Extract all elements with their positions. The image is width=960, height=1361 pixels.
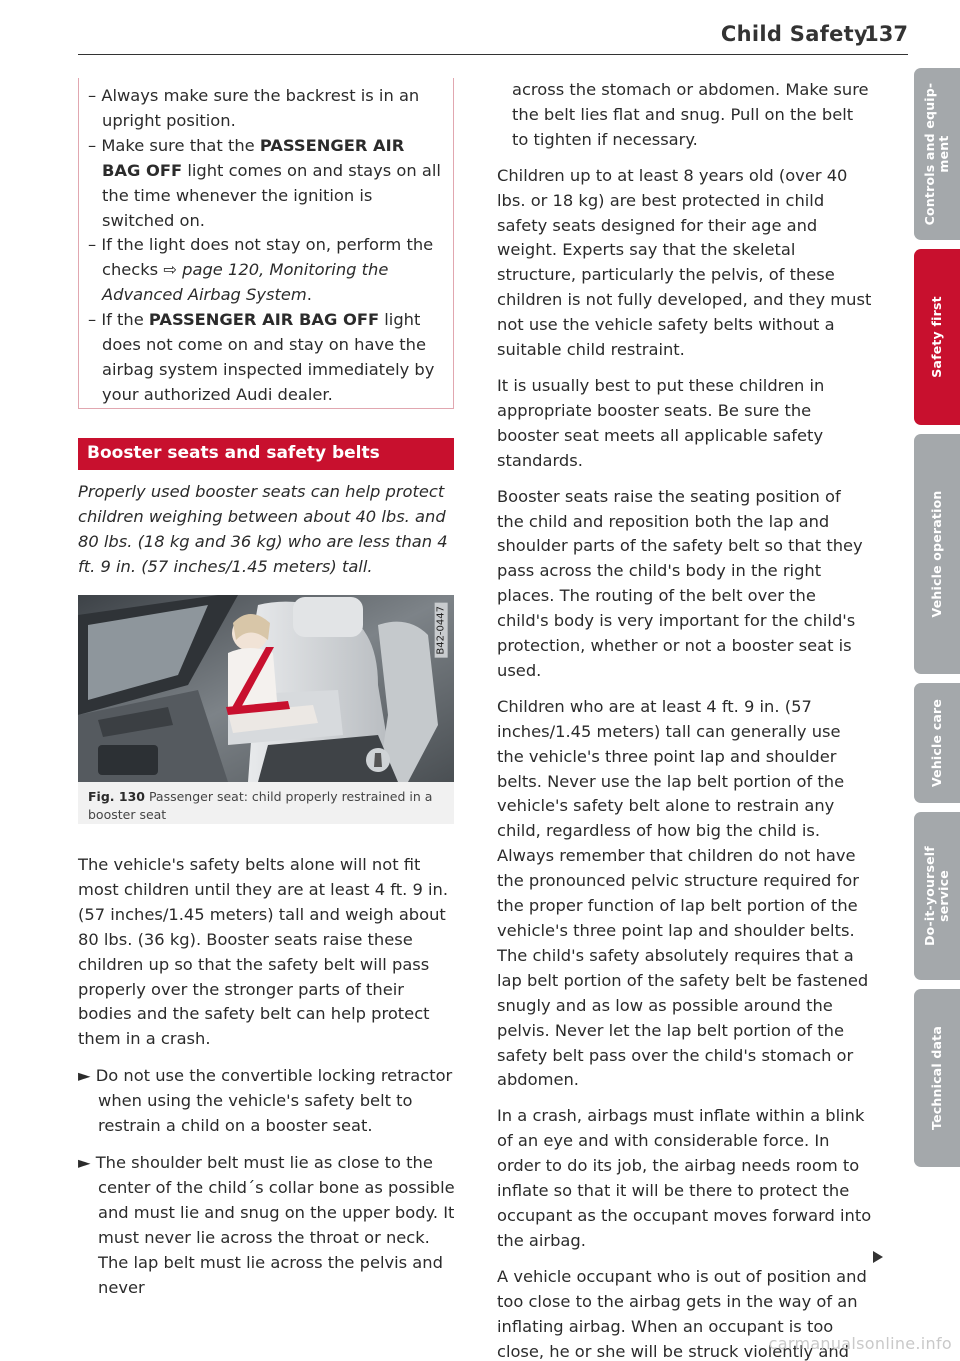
tab-vehicle-care[interactable] xyxy=(914,683,960,803)
watermark: carmanualsonline.info xyxy=(768,1334,952,1353)
notice-bullets xyxy=(88,84,448,408)
page-header-title: Child Safety xyxy=(720,22,868,46)
paragraph: In a crash, airbags must inflate within a blink of an eye and with considerable force. In order to do its job, the airbag needs room to inflate so that it will be there to protect the occupant as the occupant moves forward into the airbag. xyxy=(497,1106,872,1250)
section-heading: Booster seats and safety belts xyxy=(78,438,454,470)
right-body xyxy=(497,78,872,1361)
left-body xyxy=(78,853,458,1312)
paragraph: The vehicle's safety belts alone will not fit most children until they are at least 4 ft. 9 in. (57 inches/1.45 meters) tall and weigh about 80 lbs. (36 kg). Booster seats raise these children up so that the safety belt will pass properly over the stronger parts of their bodies and the safety belt can help protect them in a crash. xyxy=(78,855,449,1049)
chapter-tabs xyxy=(914,68,960,1176)
tab-label: Controls and equip- ment xyxy=(922,82,951,226)
paragraph: It is usually best to put these children in appropriate booster seats. Be sure the booster seat meets all applicable safety standards. xyxy=(497,375,825,470)
notice-bullet: – If the light does not stay on, perform the checks ⇨ page 120, Monitoring the Advanced Airbag System. xyxy=(88,235,434,305)
figure-caption xyxy=(78,782,454,824)
figure-booster-seat xyxy=(78,595,454,782)
paragraph: Booster seats raise the seating position of the child and reposition both the lap and shoulder parts of the safety belt so that they pass across the child's body in the right places. The routing of the belt over the child's body is very important for the child's protection, whether or not a booster seat is used. xyxy=(497,486,863,680)
paragraph: Children up to at least 8 years old (over 40 lbs. or 18 kg) are best protected in child safety seats designed for their age and weight. Experts say that the skeletal structure, particularly the pelvis, of these children is not fully developed, and they must not use the vehicle safety belts without a suitable child restraint. xyxy=(497,165,872,360)
notice-bullet: – Always make sure the backrest is in an upright position. xyxy=(88,86,420,130)
continue-arrow-icon xyxy=(873,1251,883,1263)
tab-label: Safety first xyxy=(929,296,944,378)
tab-label: Do-it-yourself service xyxy=(922,846,951,946)
tab-vehicle-operation[interactable] xyxy=(914,434,960,674)
figure-code: B42-0447 xyxy=(435,603,448,658)
figure-label: Fig. 130 xyxy=(88,789,145,804)
paragraph: Children who are at least 4 ft. 9 in. (57 inches/1.45 meters) tall can generally use the vehicle's three point lap and shoulder belts. Never use the lap belt portion of the vehicle's safety belt alone to restrain any child, regardless of how big the child is. Always remember that children do not have the pronounced pelvic structure required for the proper function of lap belt portion of the vehicle's three point lap and shoulder belts. The child's safety absolutely requires that a lap belt portion of the safety belt be fastened snugly and as low as possible around the pelvis. Never let the lap belt portion of the safety belt pass over the child's stomach or abdomen. xyxy=(497,696,869,1090)
header-rule xyxy=(78,54,908,55)
booster-seat-illustration xyxy=(78,595,454,782)
tab-safety-first[interactable] xyxy=(914,249,960,425)
action-item: ► Do not use the convertible locking retractor when using the vehicle's safety belt to restrain a child on a booster seat. xyxy=(78,1066,453,1136)
tab-label: Vehicle care xyxy=(929,698,944,788)
figure-caption-text: Passenger seat: child properly restrained in a booster seat xyxy=(88,789,433,822)
paragraph: across the stomach or abdomen. Make sure the belt lies flat and snug. Pull on the belt to tighten if necessary. xyxy=(512,80,869,149)
tab-label: Technical data xyxy=(929,1026,944,1130)
page-reference-link[interactable]: ⇨ page 120, Monitoring the Advanced Airbag System xyxy=(102,260,389,305)
tab-technical-data[interactable] xyxy=(914,989,960,1167)
action-item: ► The shoulder belt must lie as close to the center of the child´s collar bone as possible and must lie and snug on the upper body. It must never lie across the throat or neck. The lap belt must lie across the pelvis and never xyxy=(78,1152,455,1297)
tab-controls-and-equipment[interactable] xyxy=(914,68,960,240)
tab-do-it-yourself-service[interactable] xyxy=(914,812,960,980)
paragraph: A vehicle occupant who is out of position and too close to the airbag gets in the way of an inflating airbag. When an occupant is too close, he or she will be struck violently and xyxy=(497,1266,867,1361)
page-number: 137 xyxy=(864,22,908,46)
notice-bullet: – Make sure that the PASSENGER AIR BAG OFF light comes on and stays on all the time whenever the ignition is switched on. xyxy=(88,135,441,230)
notice-bullet: – If the PASSENGER AIR BAG OFF light does not come on and stay on have the airbag system inspected immediately by your authorized Audi dealer. xyxy=(88,310,435,404)
section-intro: Properly used booster seats can help protect children weighing between about 40 lbs. and 80 lbs. (18 kg and 36 kg) who are less than 4 ft. 9 in. (57 inches/1.45 meters) tall. xyxy=(78,482,448,576)
tab-label: Vehicle operation xyxy=(929,490,944,618)
